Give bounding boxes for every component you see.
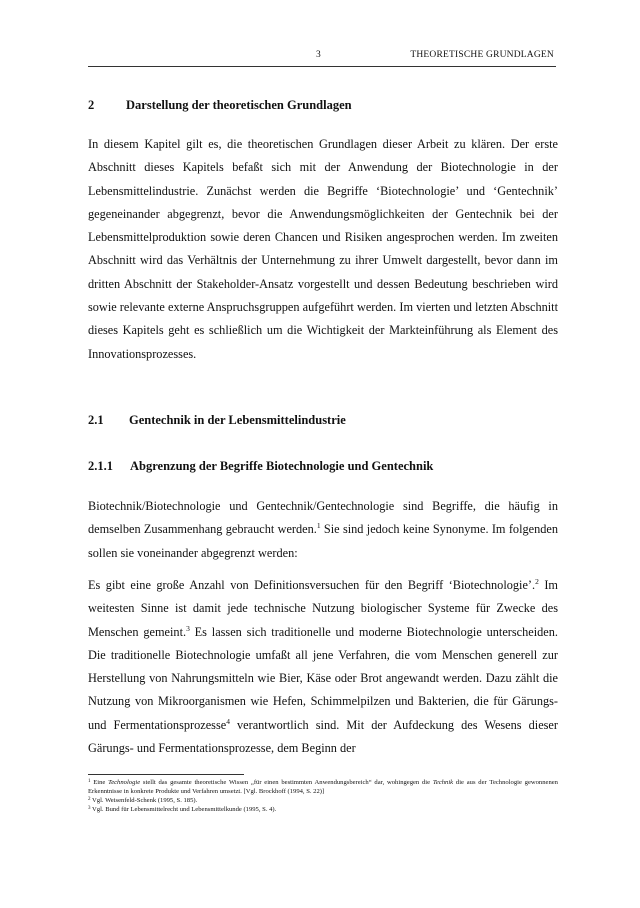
chapter-number: 2 bbox=[88, 98, 95, 112]
running-header bbox=[88, 46, 556, 66]
footnote-1: $^1$ Eine Technologie stellt das gesamte theoretische Wissen „für einen bestimmten Anwendungsbereich“ dar, wohingegen die Technik die aus der Technologie gewonnenen Erkenntnisse in konkrete Produkte und Verfahren umsetzt. [Vgl. Brockhoff (1994, S. 22)] bbox=[88, 779, 558, 795]
footnote-ref-4: 4 bbox=[226, 716, 230, 726]
subsection-title: Abgrenzung der Begriffe Biotechnologie und Gentechnik bbox=[130, 459, 434, 473]
page-number: 3 bbox=[316, 50, 321, 60]
footnotes bbox=[88, 778, 558, 814]
chapter-heading bbox=[88, 98, 352, 113]
body-paragraph-1: Biotechnik/Biotechnologie und Gentechnik/Gentechnologie sind Begriffe, die häufig in demselben Zusammenhang gebraucht werden.$^1$ Sie sind jedoch keine Synonyme. Im folgenden sollen sie voneinander abgegrenzt werden: bbox=[88, 499, 558, 560]
subsection-heading bbox=[88, 459, 433, 474]
footnote-ref-2: 2 bbox=[535, 577, 539, 586]
footnote-2: $^2$ Vgl. Weisenfeld-Schenk (1995, S. 185). bbox=[88, 797, 198, 804]
footnote-ref-1: 1 bbox=[316, 521, 321, 531]
section-number: 2.1 bbox=[88, 413, 104, 427]
header-divider bbox=[88, 66, 556, 67]
subsection-number: 2.1.1 bbox=[88, 459, 113, 473]
running-header-title: THEORETISCHE GRUNDLAGEN bbox=[410, 50, 554, 60]
footnote-ref-3: 3 bbox=[186, 623, 190, 633]
section-title: Gentechnik in der Lebensmittelindustrie bbox=[129, 413, 346, 427]
body-paragraph-2: Es gibt eine große Anzahl von Definitionsversuchen für den Begriff ‘Biotechnologie’.$^2$ Im weitesten Sinne ist damit jede technische Nutzung biologischer Systeme für Zwecke des Menschen gemeint.$^3$ Es lassen sich traditionelle und moderne Biotechnologie unterscheiden. Die traditionelle Biotechnologie umfaßt all jene Verfahren, die vom Menschen generell zur Herstellung von Nahrungsmitteln wie Bier, Käse oder Brot angewandt werden. Dazu zählt die Nutzung von Mikroorganismen wie Hefen, Schimmelpilzen und Bakterien, die für Gärungs- und Fermentationsprozesse$^4$ verantwortlich sind. Mit der Aufdeckung des Wesens dieser Gärungs- und Fermentationsprozesse, dem Beginn der bbox=[88, 577, 558, 756]
footnote-3: $^3$ Vgl. Bund für Lebensmittelrecht und Lebensmittelkunde (1995, S. 4). bbox=[88, 806, 277, 813]
footnote-divider bbox=[88, 774, 244, 775]
chapter-intro-paragraph: In diesem Kapitel gilt es, die theoretischen Grundlagen dieser Arbeit zu klären. Der erste Abschnitt dieses Kapitels befaßt sich mit der Anwendung der Biotechnologie in der Lebensmittelindustrie. Zunächst werden die Begriffe ‘Biotechnologie’ und ‘Gentechnik’ gegeneinander abgegrenzt, bevor die Anwendungsmöglichkeiten der Gentechnik bei der Lebensmittelproduktion sowie deren Chancen und Risiken angesprochen werden. Im zweiten Abschnitt wird das Verhältnis der Unternehmung zu ihrer Umwelt dargestellt, bevor dann im dritten Abschnitt der Stakeholder-Ansatz vorgestellt und dessen Bedeutung beschrieben wird sowie relevante externe Anspruchsgruppen aufgeführt werden. Im vierten und letzten Abschnitt dieses Kapitels geht es schließlich um die Wichtigkeit der Markteinführung als Element des Innovationsprozesses. bbox=[88, 137, 558, 361]
chapter-title: Darstellung der theoretischen Grundlagen bbox=[126, 98, 352, 112]
section-heading bbox=[88, 413, 346, 428]
